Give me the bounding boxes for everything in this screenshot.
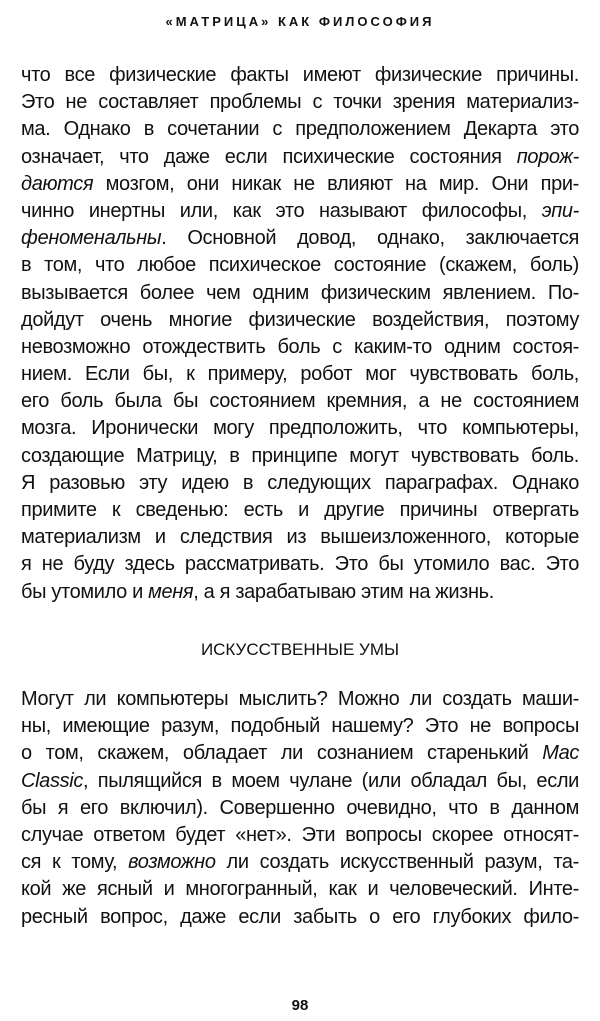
italic-text: феноменальны xyxy=(21,227,162,250)
text-segment: Это не составляет проблемы с точки зрения материализ- xyxy=(21,91,579,114)
section-heading: ИСКУССТВЕННЫЕ УМЫ xyxy=(200,640,400,659)
text-line xyxy=(21,768,579,795)
text-segment: ли создать искусственный разум, та- xyxy=(215,851,579,874)
text-segment: бы утомило и xyxy=(21,580,149,603)
text-segment: примите к сведенью: есть и другие причины отвергать xyxy=(21,499,579,521)
text-line xyxy=(21,849,579,876)
italic-text: возможно xyxy=(128,851,216,874)
text-line xyxy=(21,89,579,116)
text-segment: Я разовью эту идею в следующих параграфах. Однако xyxy=(21,471,579,494)
text-line xyxy=(21,713,579,740)
text-segment: случае ответом будет «нет». Эти вопросы скорее относят- xyxy=(21,823,579,846)
paragraph-1 xyxy=(21,62,579,606)
text-segment: в том, что любое психическое состояние (скажем, боль) xyxy=(21,254,579,277)
text-segment: Могут ли компьютеры мыслить? Можно ли создать маши- xyxy=(21,688,579,710)
italic-text: меня xyxy=(148,580,194,603)
text-line xyxy=(21,876,579,903)
text-segment: что все физические факты имеют физические причины. xyxy=(21,64,579,86)
text-line xyxy=(21,822,579,849)
text-segment: его боль была бы состоянием кремния, а не состоянием xyxy=(21,390,579,413)
text-line xyxy=(21,904,579,931)
text-segment: создающие Матрицу, в принципе могут чувствовать боль. xyxy=(21,444,579,467)
text-line xyxy=(21,551,579,578)
text-line xyxy=(21,579,579,606)
text-line xyxy=(21,497,579,524)
text-line xyxy=(21,198,579,225)
text-line xyxy=(21,361,579,388)
text-line xyxy=(21,171,579,198)
text-segment: . Основной довод, однако, заключается xyxy=(161,227,579,250)
text-segment: означает, что даже если психические состояния xyxy=(21,145,517,168)
text-segment: ны, имеющие разум, подобный нашему? Это не вопросы xyxy=(21,715,579,738)
text-segment: о том, скажем, обладает ли сознанием старенький xyxy=(21,742,543,765)
text-segment: , пылящийся в моем чулане (или обладал бы, если xyxy=(83,769,579,792)
text-line xyxy=(21,415,579,442)
text-line xyxy=(21,144,579,171)
text-line xyxy=(21,795,579,822)
text-line xyxy=(21,62,579,89)
text-line xyxy=(21,686,579,713)
text-segment: материализм и следствия из вышеизложенного, которые xyxy=(21,526,579,549)
text-line xyxy=(21,225,579,252)
italic-text: Classic xyxy=(21,769,84,792)
text-segment: ся к тому, xyxy=(21,851,129,874)
text-segment: кой же ясный и многогранный, как и человеческий. Инте- xyxy=(21,878,579,901)
text-segment: чинно инертны или, как это называют философы, xyxy=(21,199,542,222)
italic-text: Mac xyxy=(542,742,579,765)
text-line xyxy=(21,740,579,767)
text-line xyxy=(21,307,579,334)
italic-text: порож- xyxy=(516,145,579,168)
text-segment: дойдут очень многие физические воздействия, поэтому xyxy=(21,308,579,331)
text-segment: бы я его включил). Совершенно очевидно, что в данном xyxy=(21,796,579,819)
page-number: 98 xyxy=(291,997,309,1014)
running-head: «МАТРИЦА» КАК ФИЛОСОФИЯ xyxy=(165,14,435,29)
text-segment: мозга. Иронически могу предположить, что компьютеры, xyxy=(21,417,579,440)
text-line xyxy=(21,334,579,361)
text-segment: вызывается более чем одним физическим явлением. По- xyxy=(21,281,579,304)
italic-text: эпи- xyxy=(541,199,579,222)
text-line xyxy=(21,388,579,415)
text-segment: ресный вопрос, даже если забыть о его глубоких фило- xyxy=(21,905,579,928)
paragraph-2 xyxy=(21,686,579,931)
text-segment: ма. Однако в сочетании с предположением Декарта это xyxy=(21,118,579,141)
text-segment: невозможно отождествить боль с каким-то одним состоя- xyxy=(21,335,579,358)
text-line xyxy=(21,280,579,307)
text-line xyxy=(21,470,579,497)
text-line xyxy=(21,116,579,143)
text-line xyxy=(21,252,579,279)
text-segment: я не буду здесь рассматривать. Это бы утомило вас. Это xyxy=(21,553,579,576)
text-line xyxy=(21,524,579,551)
text-segment: мозгом, они никак не влияют на мир. Они при- xyxy=(93,172,579,195)
text-line xyxy=(21,443,579,470)
text-segment: нием. Если бы, к примеру, робот мог чувствовать боль, xyxy=(21,363,579,386)
text-segment: , а я зарабатываю этим на жизнь. xyxy=(193,580,494,603)
italic-text: даются xyxy=(21,172,94,195)
